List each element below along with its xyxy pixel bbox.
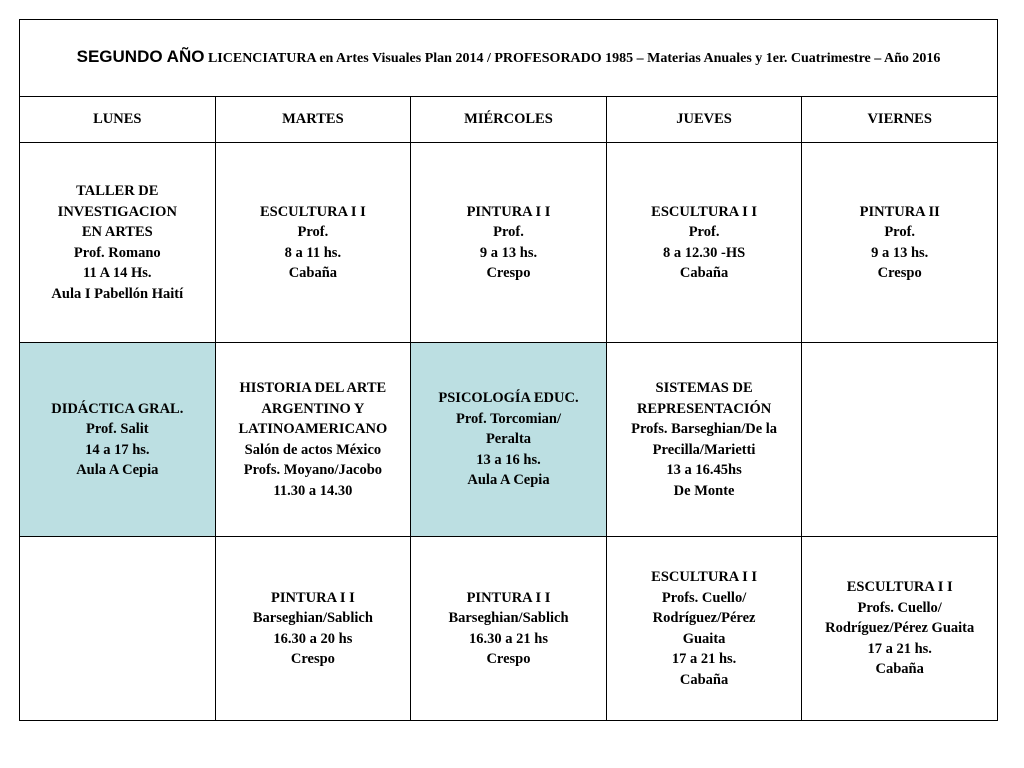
- cell-line: 13 a 16.45hs: [666, 462, 742, 478]
- cell-line: Prof.: [688, 224, 720, 240]
- cell-line: Barseghian/Sablich: [252, 610, 373, 626]
- cell-line: Cabaña: [679, 671, 729, 688]
- cell-line: PINTURA I I: [270, 589, 355, 606]
- cell-line: 17 a 21 hs.: [867, 640, 932, 657]
- day-header-viernes: VIERNES: [802, 97, 998, 143]
- class-cell: [215, 143, 411, 343]
- cell-line: PSICOLOGÍA EDUC.: [438, 390, 579, 407]
- cell-line: Aula A Cepia: [76, 462, 159, 478]
- cell-line: Crespo: [486, 651, 531, 667]
- day-header-miercoles: MIÉRCOLES: [411, 97, 607, 143]
- class-cell: [802, 143, 998, 343]
- cell-line: Crespo: [290, 651, 335, 667]
- cell-line: Prof. Torcomian/: [455, 410, 561, 427]
- cell-line: ESCULTURA I I: [651, 203, 757, 220]
- cell-line: ARGENTINO Y: [261, 400, 365, 417]
- cell-line: SISTEMAS DE: [655, 380, 753, 396]
- cell-line: Cabaña: [288, 265, 338, 281]
- class-cell-highlighted: [411, 343, 607, 537]
- class-cell: [215, 537, 411, 721]
- class-cell: [802, 537, 998, 721]
- days-header-row: [20, 97, 998, 143]
- cell-line: 11 A 14 Hs.: [83, 265, 152, 281]
- class-cell: [606, 537, 802, 721]
- schedule-row-3: [20, 537, 998, 721]
- cell-line: 16.30 a 20 hs: [273, 630, 353, 647]
- cell-line: 14 a 17 hs.: [85, 441, 150, 458]
- cell-line: Crespo: [486, 265, 531, 281]
- cell-line: Cabaña: [679, 265, 729, 281]
- cell-line: Cabaña: [875, 661, 924, 678]
- class-cell: [606, 143, 802, 343]
- class-cell-highlighted: [20, 343, 216, 537]
- day-header-lunes: LUNES: [20, 97, 216, 143]
- day-header-jueves: JUEVES: [606, 97, 802, 143]
- schedule-row-2: [20, 343, 998, 537]
- cell-line: REPRESENTACIÓN: [636, 400, 772, 417]
- cell-line: ESCULTURA I I: [651, 569, 757, 585]
- cell-line: Aula A Cepia: [467, 472, 550, 489]
- cell-line: Profs. Cuello/: [857, 599, 942, 616]
- cell-line: Guaita: [682, 630, 726, 647]
- cell-line: Prof. Salit: [86, 421, 149, 437]
- cell-line: PINTURA I I: [466, 203, 551, 220]
- schedule-row-1: [20, 143, 998, 343]
- cell-line: LATINOAMERICANO: [238, 421, 388, 437]
- empty-cell: [802, 343, 998, 537]
- cell-line: Prof.: [884, 224, 916, 240]
- cell-line: EN ARTES: [81, 224, 153, 240]
- cell-line: Rodríguez/Pérez Guaita: [825, 620, 975, 637]
- cell-line: PINTURA II: [859, 203, 940, 220]
- schedule-title: [20, 20, 998, 97]
- cell-line: Rodríguez/Pérez: [652, 610, 756, 626]
- cell-line: Crespo: [877, 265, 922, 281]
- cell-line: 9 a 13 hs.: [479, 244, 538, 261]
- cell-line: Prof. Romano: [73, 244, 161, 261]
- cell-line: Profs. Barseghian/De la: [631, 421, 778, 437]
- cell-line: 9 a 13 hs.: [871, 244, 929, 261]
- cell-line: De Monte: [673, 482, 735, 499]
- cell-line: Prof.: [493, 224, 524, 240]
- class-cell: [20, 143, 216, 343]
- class-cell: [215, 343, 411, 537]
- cell-line: TALLER DE: [76, 183, 159, 199]
- day-header-martes: MARTES: [215, 97, 411, 143]
- cell-line: INVESTIGACION: [57, 203, 177, 220]
- cell-line: Profs. Moyano/Jacobo: [243, 462, 383, 478]
- cell-line: HISTORIA DEL ARTE: [239, 380, 387, 396]
- class-cell: [411, 143, 607, 343]
- cell-line: Salón de actos México: [244, 441, 382, 458]
- class-cell: [411, 537, 607, 721]
- cell-line: Profs. Cuello/: [661, 589, 747, 606]
- cell-line: 11.30 a 14.30: [273, 482, 353, 499]
- cell-line: Precilla/Marietti: [652, 441, 756, 458]
- cell-line: DIDÁCTICA GRAL.: [51, 400, 184, 417]
- title-lead: SEGUNDO AÑO: [76, 46, 205, 66]
- cell-line: Barseghian/Sablich: [448, 610, 569, 626]
- cell-line: ESCULTURA I I: [846, 579, 953, 596]
- cell-line: ESCULTURA I I: [259, 203, 366, 220]
- class-cell: [606, 343, 802, 537]
- cell-line: 8 a 11 hs.: [284, 244, 342, 261]
- title-row: [20, 20, 998, 97]
- cell-line: Prof.: [297, 224, 329, 240]
- cell-line: 8 a 12.30 -HS: [662, 244, 746, 261]
- cell-line: 17 a 21 hs.: [671, 651, 737, 667]
- empty-cell: [20, 537, 216, 721]
- cell-line: Peralta: [485, 431, 532, 448]
- cell-line: PINTURA I I: [466, 589, 551, 606]
- cell-line: Aula I Pabellón Haití: [51, 285, 184, 302]
- cell-line: 16.30 a 21 hs: [469, 630, 548, 647]
- cell-line: 13 a 16 hs.: [476, 451, 541, 468]
- title-rest: LICENCIATURA en Artes Visuales Plan 2014 / PROFESORADO 1985 – Materias Anuales y 1er. Cuatrimestre – Año 2016: [204, 50, 941, 66]
- schedule-table: [19, 19, 998, 721]
